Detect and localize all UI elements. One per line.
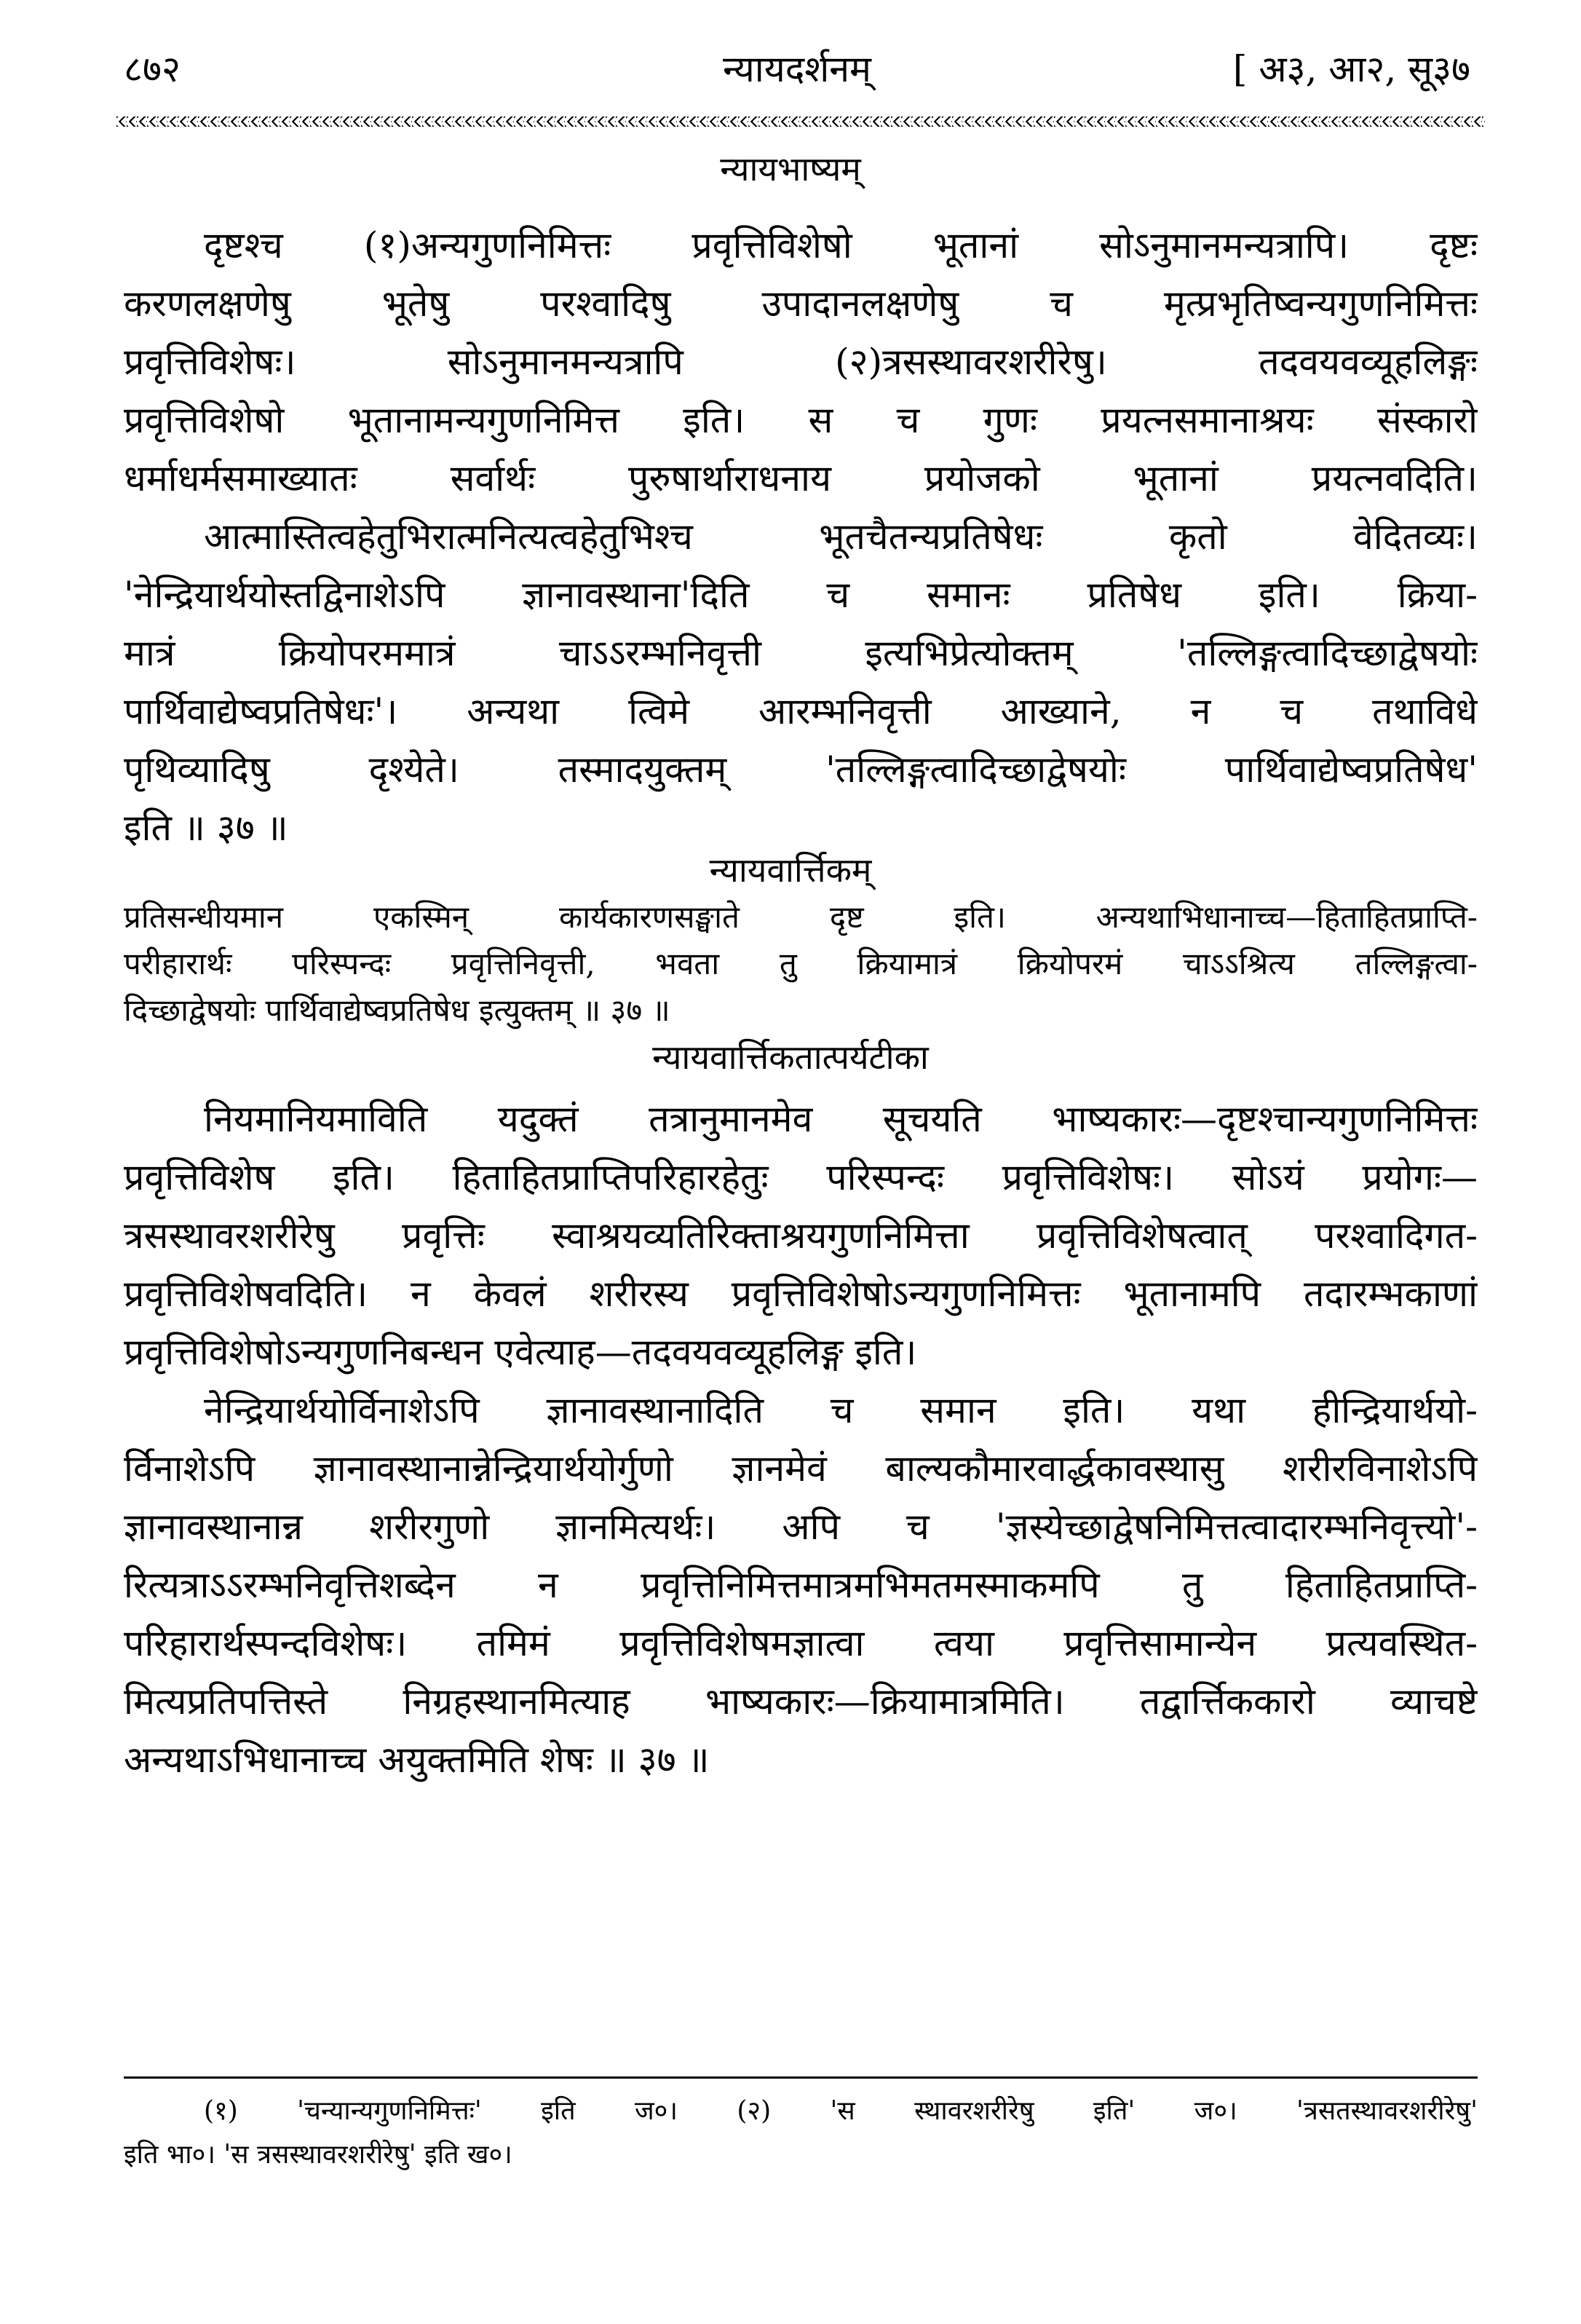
tika-line: प्रवृत्तिविशेष इति। हिताहितप्राप्तिपरिहारहेतुः परिस्पन्दः प्रवृत्तिविशेषः। सोऽयं प्रयोगः—: [124, 1156, 1478, 1198]
vartika-line: प्रतिसन्धीयमान एकस्मिन् कार्यकारणसङ्घाते दृष्ट इति। अन्यथाभिधानाच्च—हिताहितप्राप्ति-: [124, 899, 1478, 935]
bhashya-line: धर्माधर्मसमाख्यातः सर्वार्थः पुरुषार्थाराधनाय प्रयोजको भूतानां प्रयत्नवदिति।: [124, 457, 1478, 499]
tika-line: प्रवृत्तिविशेषोऽन्यगुणनिबन्धन एवेत्याह—तदवयवव्यूहलिङ्ग इति।: [124, 1331, 917, 1373]
running-title: न्यायदर्शनम्: [723, 48, 871, 90]
vartika-line: दिच्छाद्वेषयोः पार्थिवाद्येष्वप्रतिषेध इत्युक्तम् ॥ ३७ ॥: [124, 992, 670, 1028]
bhashya-line: पार्थिवाद्येष्वप्रतिषेधः'। अन्यथा त्विमे आरम्भनिवृत्ती आख्याने, न च तथाविधे: [124, 690, 1478, 732]
tika-line: रित्यत्राऽऽरम्भनिवृत्तिशब्देन न प्रवृत्तिनिमित्तमात्रमभिमतमस्माकमपि तु हिताहितप्राप्ति-: [124, 1564, 1478, 1606]
header-wavy-rule: [116, 116, 1485, 127]
bhashya-line: दृष्टश्च (१)अन्यगुणनिमित्तः प्रवृत्तिविशेषो भूतानां सोऽनुमानमन्यत्रापि। दृष्टः: [204, 224, 1478, 266]
tika-line: प्रवृत्तिविशेषवदिति। न केवलं शरीरस्य प्रवृत्तिविशेषोऽन्यगुणनिमित्तः भूतानामपि तदारम्भकाणां: [124, 1273, 1478, 1315]
bhashya-line: करणलक्षणेषु भूतेषु परश्वादिषु उपादानलक्षणेषु च मृत्प्रभृतिष्वन्यगुणनिमित्तः: [124, 282, 1478, 325]
tika-line: नेन्द्रियार्थयोर्विनाशेऽपि ज्ञानावस्थानादिति च समान इति। यथा हीन्द्रियार्थयो-: [204, 1389, 1478, 1431]
bhashya-line: प्रवृत्तिविशेषः। सोऽनुमानमन्यत्रापि (२)त्रसस्थावरशरीरेषु। तदवयवव्यूहलिङ्गः: [124, 341, 1478, 383]
bhashya-line: प्रवृत्तिविशेषो भूतानामन्यगुणनिमित्त इति। स च गुणः प्रयत्नसमानाश्रयः संस्कारो: [124, 399, 1478, 441]
tika-line: परिहारार्थस्पन्दविशेषः। तमिमं प्रवृत्तिविशेषमज्ञात्वा त्वया प्रवृत्तिसामान्येन प्रत्यवस्थित-: [124, 1622, 1478, 1664]
bhashya-line: 'नेन्द्रियार्थयोस्तद्विनाशेऽपि ज्ञानावस्थाना'दिति च समानः प्रतिषेध इति। क्रिया-: [124, 574, 1478, 616]
tika-line: मित्यप्रतिपत्तिस्ते निग्रहस्थानमित्याह भाष्यकारः—क्रियामात्रमिति। तद्वार्त्तिककारो व्याचष्टे: [124, 1680, 1478, 1723]
footnote-line: (१) 'चन्यान्यगुणनिमित्तः' इति ज०। (२) 'स स्थावरशरीरेषु इति' ज०। 'त्रसतस्थावरशरीरेषु': [204, 2096, 1478, 2126]
tika-line: ज्ञानावस्थानान्न शरीरगुणो ज्ञानमित्यर्थः। अपि च 'ज्ञस्येच्छाद्वेषनिमित्तत्वादारम्भनिवृत्त्यो'-: [124, 1506, 1478, 1548]
page-header: [124, 40, 1470, 98]
bhashya-title: न्यायभाष्यम्: [720, 149, 861, 189]
bhashya-line: मात्रं क्रियोपरममात्रं चाऽऽरम्भनिवृत्ती इत्यभिप्रेत्योक्तम् 'तल्लिङ्गत्वादिच्छाद्वेषयोः: [124, 632, 1478, 674]
tika-line: नियमानियमाविति यदुक्तं तत्रानुमानमेव सूचयति भाष्यकारः—दृष्टश्चान्यगुणनिमित्तः: [204, 1098, 1478, 1140]
footnote-rule: [124, 2076, 1478, 2079]
tika-line: अन्यथाऽभिधानाच्च अयुक्तमिति शेषः ॥ ३७ ॥: [124, 1739, 710, 1781]
vartika-title: न्यायवार्त्तिकम्: [709, 850, 872, 890]
footnote-line: इति भा०। 'स त्रसस्थावरशरीरेषु' इति ख०।: [124, 2140, 512, 2170]
bhashya-line: पृथिव्यादिषु दृश्येते। तस्मादयुक्तम् 'तल्लिङ्गत्वादिच्छाद्वेषयोः पार्थिवाद्येष्वप्रतिषेध': [124, 748, 1478, 791]
page-number: ८७२: [124, 48, 181, 90]
vartika-line: परीहारार्थः परिस्पन्दः प्रवृत्तिनिवृत्ती, भवता तु क्रियामात्रं क्रियोपरमं चाऽऽश्रित्य तल्लिङ्गत्वा-: [124, 946, 1478, 981]
tika-line: र्विनाशेऽपि ज्ञानावस्थानान्नेन्द्रियार्थयोर्गुणो ज्ञानमेवं बाल्यकौमारवार्द्धकावस्थासु शरीरविनाशेऽपि: [124, 1447, 1478, 1490]
tika-line: त्रसस्थावरशरीरेषु प्रवृत्तिः स्वाश्रयव्यतिरिक्ताश्रयगुणनिमित्ता प्रवृत्तिविशेषत्वात् परश्वादिगत-: [124, 1214, 1478, 1257]
bhashya-line: आत्मास्तित्वहेतुभिरात्मनित्यत्वहेतुभिश्च भूतचैतन्यप्रतिषेधः कृतो वेदितव्यः।: [204, 515, 1478, 558]
bhashya-line: इति ॥ ३७ ॥: [124, 807, 288, 849]
section-reference: [ अ३, आ२, सू३७: [1232, 48, 1470, 90]
tika-title: न्यायवार्त्तिकतात्पर्यटीका: [652, 1038, 929, 1077]
